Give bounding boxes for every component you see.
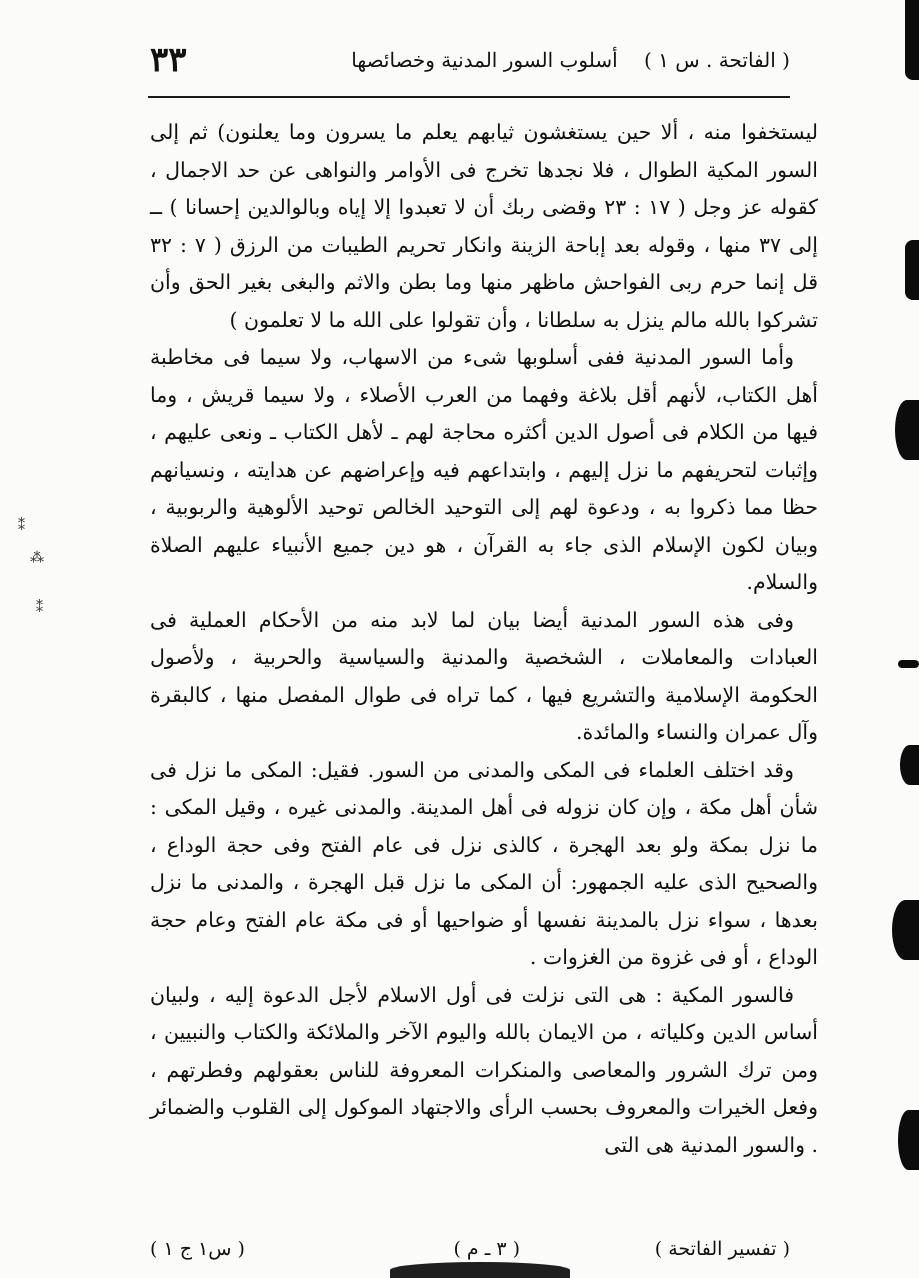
paragraph-makki-madani-definition: وقد اختلف العلماء فى المكى والمدنى من السور. فقيل: المكى ما نزل فى شأن أهل مكة ، وإن كان نزوله فى أهل المدينة. والمدنى غيره ، وقيل المكى : ما نزل بمكة ولو بعد الهجرة ، كالذى نزل فى عام الفتح وفى حجة الوداع ، والصحيح الذى عليه الجمهور: أن المكى ما نزل قبل الهجرة ، والمدنى ما نزل بعدها ، سواء نزل بالمدينة نفسها أو ضواحيها أو فى مكة عام الفتح وعام حجة الوداع ، أو فى غزوة من الغزوات .	[150, 757, 819, 969]
surah-reference: ( الفاتحة . س ١ )	[644, 48, 790, 72]
scan-speck: ⁑	[36, 600, 43, 616]
printer-mark: ( ٣ ـ م )	[453, 1238, 520, 1260]
ink-blot	[898, 1110, 919, 1170]
paragraph-medinan-style: وأما السور المدنية ففى أسلوبها شىء من الاسهاب، ولا سيما فى مخاطبة أهل الكتاب، لأنهم أقل بلاغة وفهما من العرب الأصلاء ، ولا سيما قريش ، وما فيها من الكلام فى أصول الدين أكثره محاجة لهم ـ لأهل الكتاب ـ ونعى عليهم ، وإثبات لتحريفهم ما نزل إليهم ، وابتداعهم فيه وإعراضهم عن هدايته ، ونسيانهم حظا مما ذكروا به ، ودعوة لهم إلى التوحيد الخالص توحيد الألوهية والربوبية ، وبيان لكون الإسلام الذى جاء به القرآن ، هو دين جميع الأنبياء عليهم الصلاة والسلام.	[150, 345, 818, 594]
ink-blot	[905, 0, 919, 80]
ink-blot	[905, 240, 919, 300]
body-text	[150, 114, 818, 1164]
paragraph-meccan-surahs: فالسور المكية : هى التى نزلت فى أول الاسلام لأجل الدعوة إليه ، ولبيان أساس الدين وكلياته ، من الايمان بالله واليوم الآخر والملائكة والكتاب والنبيين ، ومن ترك الشرور والمعاصى والمنكرات المعروفة للناس بعقولهم وفطرتهم ، وفعل الخيرات والمعروف بحسب الرأى والاجتهاد الموكول إلى القلوب والضمائر . والسور المدنية هى التى	[150, 982, 818, 1157]
scan-speck: ⁂	[30, 550, 44, 566]
scan-speck: ⁑	[18, 518, 25, 534]
ink-blot	[390, 1262, 570, 1278]
page-number: ٣٣	[150, 40, 187, 80]
page-header	[150, 40, 790, 92]
sheet-signature: ( س١ ج ١ )	[150, 1238, 245, 1260]
header-rule	[148, 96, 790, 98]
ink-blot	[900, 745, 919, 785]
book-signature: ( تفسير الفاتحة )	[654, 1238, 790, 1260]
ink-blot	[895, 400, 919, 460]
paragraph-medinan-rulings: وفى هذه السور المدنية أيضا بيان لما لابد منه من الأحكام العملية فى العبادات والمعاملات ، الشخصية والمدنية والسياسية والحربية ، ولأصول الحكومة الإسلامية والتشريع فيها ، كما تراه فى طوال المفصل منها ، كالبقرة وآل عمران والنساء والمائدة.	[150, 607, 818, 744]
ink-blot	[892, 900, 919, 960]
running-title: أسلوب السور المدنية وخصائصها	[351, 48, 618, 72]
running-header	[351, 48, 790, 72]
ink-blot	[898, 660, 919, 668]
paragraph-continuation: ليستخفوا منه ، ألا حين يستغشون ثيابهم يعلم ما يسرون وما يعلنون) ثم إلى السور المكية الطوال ، فلا نجدها تخرج فى الأوامر والنواهى عن حد الاجمال ، كقوله عز وجل ( ١٧ : ٢٣ وقضى ربك أن لا تعبدوا إلا إياه وبالوالدين إحسانا ) ــ إلى ٣٧ منها ، وقوله بعد إباحة الزينة وانكار تحريم الطيبات من الرزق ( ٧ : ٣٢ قل إنما حرم ربى الفواحش ماظهر منها وما بطن والاثم والبغى بغير الحق وأن تشركوا بالله مالم ينزل به سلطانا ، وأن تقولوا على الله ما لا تعلمون )	[150, 120, 818, 332]
